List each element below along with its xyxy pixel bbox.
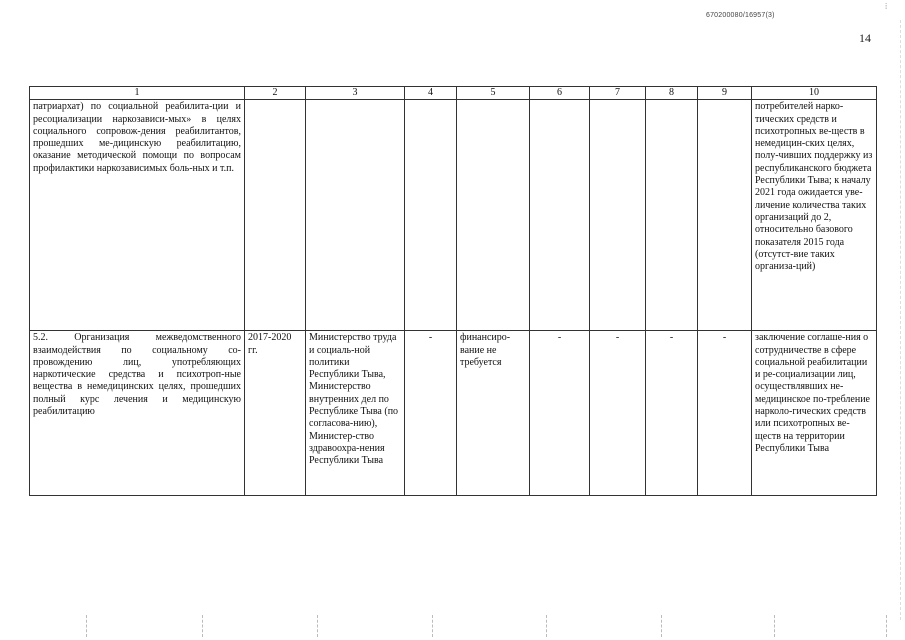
column-header: 9 (698, 87, 752, 100)
funding-cell (457, 100, 530, 331)
table-row (30, 100, 877, 331)
scan-edge-mark (900, 20, 902, 620)
scan-mark (661, 615, 663, 637)
table-row (30, 331, 877, 496)
measure-description-cell: 5.2. Организация межведомственного взаимодействия по социальному со-провождению лиц, употребляющих наркотические средства и психотроп-ные вещества в немедицинских целях, прошедших полный курс лечения и медицинскую реабилитацию (30, 331, 245, 496)
responsible-cell (306, 100, 405, 331)
column-header: 3 (306, 87, 405, 100)
scan-binding-marks (0, 615, 905, 640)
col6-cell (530, 100, 590, 331)
col9-cell (698, 100, 752, 331)
col7-cell: - (590, 331, 646, 496)
period-cell (245, 100, 306, 331)
column-header: 4 (405, 87, 457, 100)
result-cell: заключение соглаше-ния о сотрудничестве в сфере социальной реабилитации и ре-социализации лиц, осуществлявших не-медицинское по-требление нарколо-гических средств или психотропных ве-ществ на территории Республики Тыва (752, 331, 877, 496)
table-header-row (30, 87, 877, 100)
column-header: 7 (590, 87, 646, 100)
scan-mark (886, 615, 888, 637)
column-header: 5 (457, 87, 530, 100)
col8-cell: - (646, 331, 698, 496)
col9-cell: - (698, 331, 752, 496)
responsible-cell: Министерство труда и социаль-ной политики Республики Тыва, Министерство внутренних дел по Республике Тыва (по согласова-нию), Министер-ство здравоохра-нения Республики Тыва (306, 331, 405, 496)
col6-cell: - (530, 331, 590, 496)
document-id: 670200080/16957(3) (706, 12, 775, 19)
col7-cell (590, 100, 646, 331)
scan-corner-mark: ⁞ (885, 2, 888, 11)
funding-cell: финансиро-вание не требуется (457, 331, 530, 496)
col8-cell (646, 100, 698, 331)
period-cell: 2017-2020 гг. (245, 331, 306, 496)
result-cell: потребителей нарко-тических средств и психотропных ве-ществ в немедицин-ских целях, полу-чивших поддержку из республиканского бюджета Республики Тыва; к началу 2021 года ожидается уве-личение количества таких организаций до 2, относительно базового показателя 2015 года (отсутст-вие таких организа-ций) (752, 100, 877, 331)
program-table (29, 86, 877, 496)
column-header: 10 (752, 87, 877, 100)
col4-cell: - (405, 331, 457, 496)
col4-cell (405, 100, 457, 331)
column-header: 8 (646, 87, 698, 100)
scan-mark (202, 615, 204, 637)
page-number: 14 (859, 31, 871, 45)
scan-mark (317, 615, 319, 637)
scan-mark (546, 615, 548, 637)
scan-mark (86, 615, 88, 637)
column-header: 1 (30, 87, 245, 100)
measure-description-cell: патриархат) по социальной реабилита-ции и ресоциализации наркозависи-мых» в целях социального сопровож-дения реабилитантов, прошедших ме-дицинскую реабилитацию, оказание методической помощи по вопросам профилактики наркозависимых боль-ных и т.п. (30, 100, 245, 331)
column-header: 2 (245, 87, 306, 100)
scan-mark (774, 615, 776, 637)
column-header: 6 (530, 87, 590, 100)
scan-mark (432, 615, 434, 637)
